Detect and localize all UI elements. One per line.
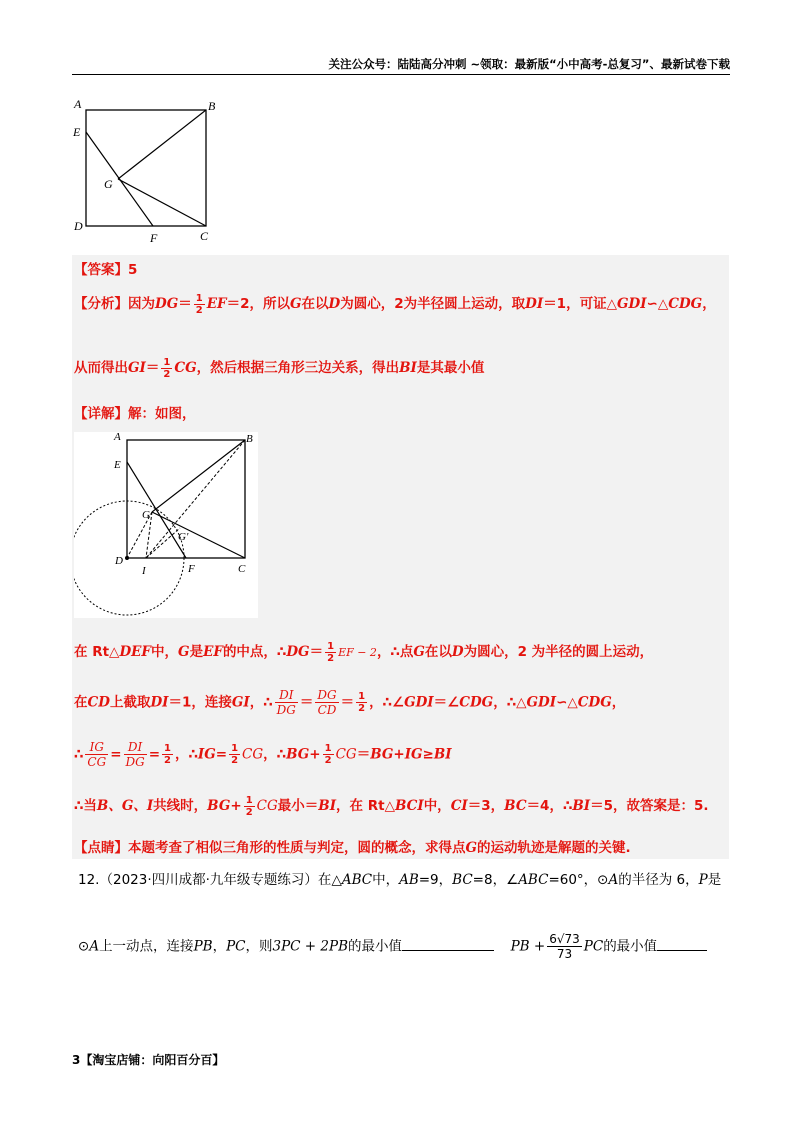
- detail-step-2: 在CD上截取DI＝1，连接GI，∴ $\frac{DI}{DG}$ ＝ $\frac{DG}{CD}$ ＝ $\frac{1}{2}$ ，∴∠GDI＝∠CDG，∴△GDI∽△CDG，: [74, 688, 626, 717]
- label-g: G: [142, 509, 150, 521]
- label-d: D: [115, 555, 123, 567]
- label-a: A: [114, 432, 121, 443]
- label-b: B: [246, 433, 253, 445]
- label-i: I: [142, 565, 146, 577]
- label-g: G: [104, 177, 113, 191]
- label-e: E: [114, 459, 121, 471]
- question-12-line-2: ⊙A上一动点，连接PB，PC，则3PC + 2PB的最小值 PB + $\frac{6√73}{73}$ PC的最小值: [78, 932, 707, 961]
- detail-step-1: 在 Rt△DEF中，G是EF的中点，∴DG＝ $\frac{1}{2}$ EF − 2，∴点G在以D为圆心，2 为半径的圆上运动，: [74, 640, 654, 664]
- segment-ef: [86, 132, 153, 226]
- segment-gb: [118, 110, 206, 179]
- label-f: F: [188, 563, 195, 575]
- page-header: 关注公众号：陆陆高分冲刺 ~领取：最新版“小中高考-总复习”、最新试卷下载: [72, 56, 730, 75]
- label-e: E: [73, 125, 81, 139]
- segment-gc: [118, 179, 206, 226]
- answer-line: 【答案】5: [74, 262, 138, 278]
- label-b: B: [208, 99, 216, 113]
- comment-line: 【点睛】本题考查了相似三角形的性质与判定，圆的概念，求得点G的运动轨迹是解题的关键.: [74, 840, 631, 856]
- segment-gc: [152, 512, 245, 558]
- segment-bi-dashed: [146, 440, 245, 558]
- answer-blank-1[interactable]: [402, 936, 494, 951]
- detail-step-4: ∴当B、G、I共线时，BG+ $\frac{1}{2}$ CG最小＝BI，在 Rt△BCI中，CI＝3，BC＝4，∴BI＝5，故答案是：5.: [74, 794, 709, 818]
- label-d: D: [74, 219, 83, 233]
- detail-intro: 【详解】解：如图，: [74, 406, 196, 422]
- label-c: C: [238, 563, 246, 575]
- label-c: C: [200, 229, 209, 243]
- question-12-line-1: 12.（2023·四川成都·九年级专题练习）在△ABC中，AB=9，BC=8，∠ABC=60°，⊙A的半径为 6，P是: [78, 872, 722, 888]
- analysis-line-2: 从而得出GI＝ $\frac{1}{2}$ CG，然后根据三角形三边关系，得出BI是其最小值: [74, 356, 485, 380]
- geometry-figure-1: [70, 96, 230, 246]
- geometry-figure-2: [74, 432, 258, 618]
- segment-gb: [152, 440, 245, 512]
- segment-ef: [127, 462, 186, 558]
- detail-step-3: ∴ $\frac{IG}{CG}$ = $\frac{DI}{DG}$ = $\frac{1}{2}$ ，∴IG= $\frac{1}{2}$ CG，∴BG+ $\frac{1}{2}$ CG＝BG+IG≥BI: [74, 740, 452, 769]
- page-footer: 3【淘宝店铺：向阳百分百】: [72, 1053, 225, 1067]
- segment-g2-dashed: [146, 528, 180, 558]
- label-f: F: [150, 231, 158, 245]
- point-d: [125, 556, 129, 560]
- label-a: A: [74, 97, 82, 111]
- label-g-prime: G': [178, 531, 189, 543]
- answer-blank-2[interactable]: [657, 936, 707, 951]
- analysis-line-1: 【分析】因为DG＝ $\frac{1}{2}$ EF＝2，所以G在以D为圆心，2为半径圆上运动，取DI＝1，可证△GDI∽△CDG，: [74, 292, 716, 316]
- square-abcd: [86, 110, 206, 226]
